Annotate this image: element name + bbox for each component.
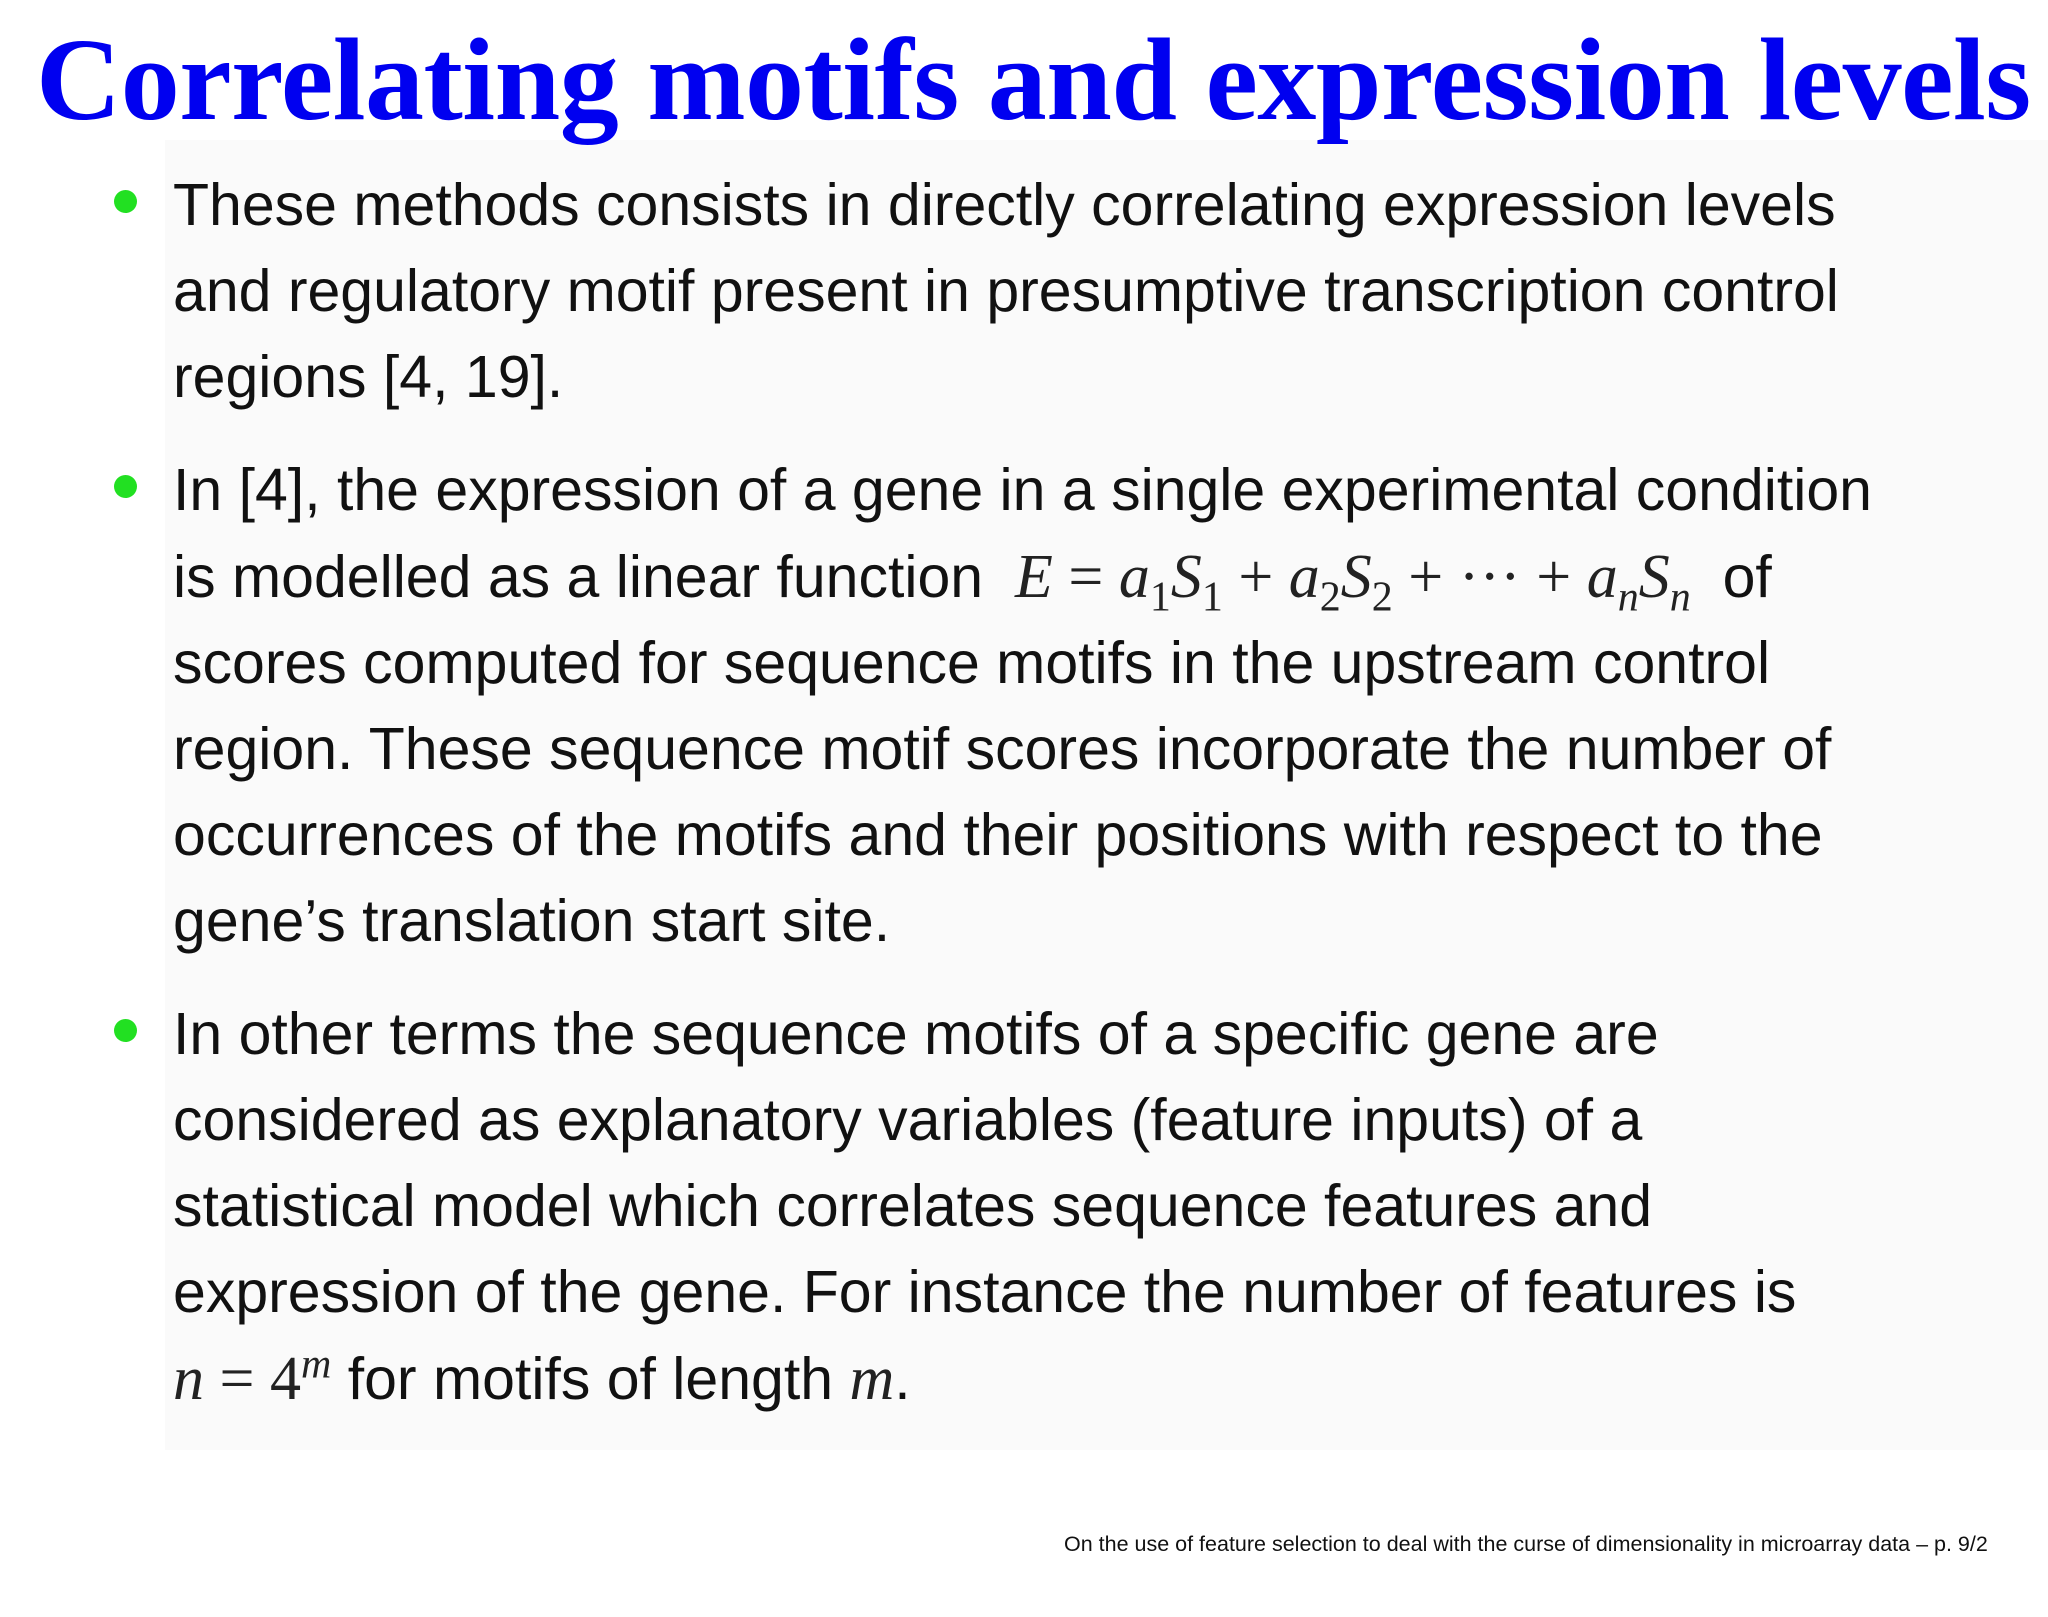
linear-function-equation: $E = a_1S_1 + a_2S_2$ + ··· + $a_nS_n$ (1014, 543, 1691, 621)
bullet-line: scores computed for sequence motifs in the upstream control (173, 630, 1771, 696)
motif-length-variable: m (849, 1345, 895, 1413)
bullet-line: occurrences of the motifs and their positions with respect to the (173, 802, 1823, 868)
bullet-line: considered as explanatory variables (feature inputs) of a (173, 1087, 1643, 1153)
bullet-line: regions [4, 19]. (173, 344, 564, 410)
bullet-line: expression of the gene. For instance the number of features is (173, 1259, 1797, 1325)
bullet-text: for motifs of length (347, 1346, 834, 1412)
feature-count-equation: n = 4$^m$ (173, 1341, 332, 1413)
slide-footer: On the use of feature selection to deal with the curse of dimensionality in microarray data – p. 9/2 (1064, 1532, 1988, 1556)
bullet-line: These methods consists in directly correlating expression levels (173, 172, 1836, 238)
bullet-text: . (894, 1346, 911, 1412)
bullet-text: is modelled as a linear function (173, 544, 984, 610)
bullet-dot-icon (114, 475, 137, 498)
bullet-line: In [4], the expression of a gene in a single experimental condition (173, 457, 1872, 523)
slide-title: Correlating motifs and expression levels (36, 14, 2031, 145)
bullet-line-with-equation (173, 1336, 911, 1422)
bullet-dot-icon (114, 1019, 137, 1042)
bullet-line: and regulatory motif present in presumptive transcription control (173, 258, 1839, 324)
bullet-line-with-equation (173, 534, 1772, 620)
bullet-line: gene’s translation start site. (173, 888, 891, 954)
bullet-line: In other terms the sequence motifs of a specific gene are (173, 1001, 1659, 1067)
bullet-text: of (1722, 544, 1772, 610)
bullet-line: region. These sequence motif scores incorporate the number of (173, 716, 1832, 782)
bullet-dot-icon (114, 190, 137, 213)
bullet-line: statistical model which correlates sequence features and (173, 1173, 1653, 1239)
